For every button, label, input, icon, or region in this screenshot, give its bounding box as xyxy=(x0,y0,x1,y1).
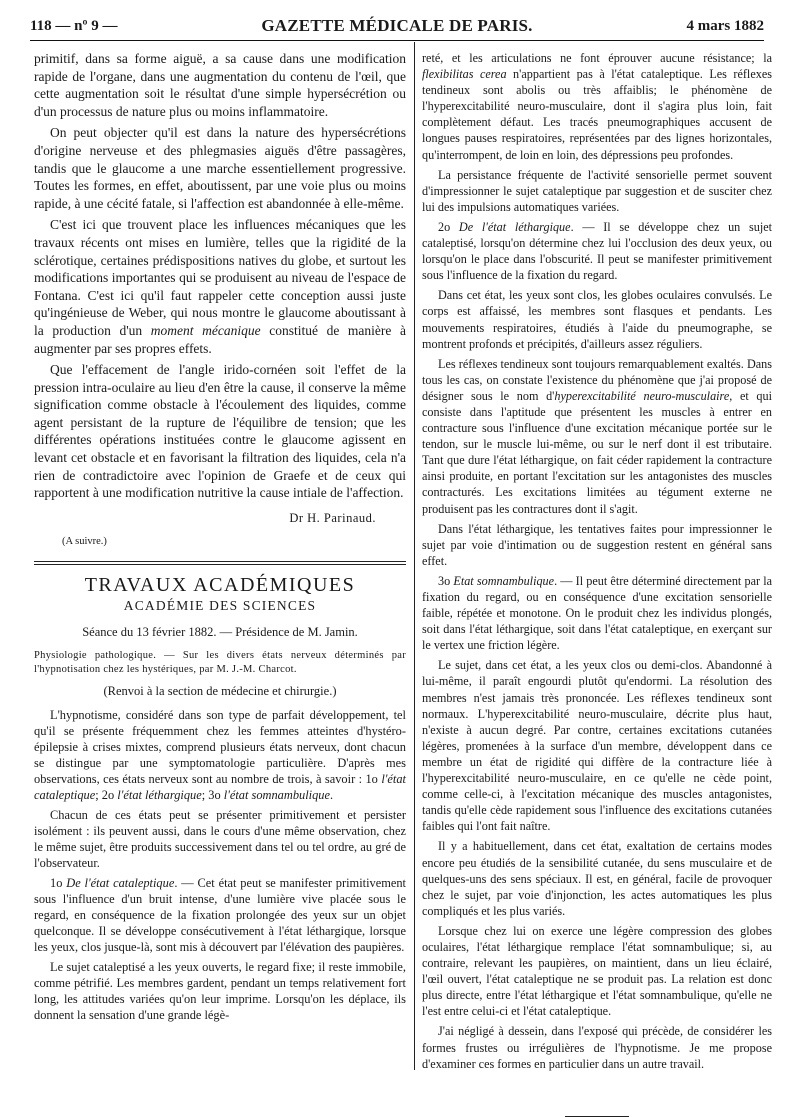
referral-note: (Renvoi à la section de médecine et chirurgie.) xyxy=(103,683,337,698)
header-rule xyxy=(30,40,764,41)
paragraph: J'ai négligé à dessein, dans l'exposé qui précède, de considérer les formes frustes ou irrégulières de l'hypnotisme. Je me propose d'examiner ces formes en particulier dans un autre travail. xyxy=(422,1024,772,1071)
author-signature: Dr H. Parinaud. xyxy=(289,510,376,525)
page-header xyxy=(30,14,764,38)
emphasis: moment mécanique xyxy=(150,322,261,338)
to-be-continued: (A suivre.) xyxy=(62,536,107,548)
paragraph: Le sujet, dans cet état, a les yeux clos ou demi-clos. Abandonné à lui-même, il paraît engourdi plutôt qu'endormi. La résolution des membres n'est jamais très prononcée. Les réflexes tendineux sont normaux. L'hyperexcitabilité neuro-musculaire, décrite plus haut, n'existe à aucun degré. Par contre, certaines excitations cutanées légères, promenées à la surface d'un membre, développent dans ce membre un état de rigidité qui diffère de la contracture liée à l'hyperexcitabilité neuro-musculaire, en ce qu'elle ne cède point, comme celle-ci, à l'excitation mécanique des muscles antagonistes, tandis qu'elle cède rapidement sous l'influence des excitations cutanées faibles qui l'ont fait naître. xyxy=(422,658,772,834)
paragraph: Il y a habituellement, dans cet état, exaltation de certains modes encore peu étudiés de la sensibilité cutanée, du sens musculaire et de quelques-uns des sens spéciaux. Il est, en général, facile de provoquer chez le sujet, par voie d'injonction, les actes automatiques les plus compliqués et les plus variés. xyxy=(422,839,772,918)
paragraph: 2o De l'état léthargique. — Il se développe chez un sujet cataleptisé, lorsqu'on détermine chez lui l'occlusion des deux yeux, ou lorsqu'on le place dans l'obscurité. Il peut se manifester primitivement sous l'influence de la fixation du regard. xyxy=(422,219,773,283)
paragraph: primitif, dans sa forme aiguë, a sa cause dans une modification rapide de l'organe, dans une augmentation du contenu de l'œil, que cette augmentation soit le résultat d'une simple hypersécrétion ou d'un processus de nature plus ou moins inflammatoire. xyxy=(34,51,406,119)
journal-title: GAZETTE MÉDICALE DE PARIS. xyxy=(261,16,533,35)
session-line: Séance du 13 février 1882. — Présidence de M. Jamin. xyxy=(82,625,358,640)
paragraph: On peut objecter qu'il est dans la nature des hypersécrétions d'origine nerveuse et des phlegmasies aiguës d'être passagères, tandis que le glaucome a une marche essentiellement progressive. Toutes les formes, en effet, aboutissent, par une voie plus ou moins rapide, à une cécité fatale, si l'affection est abandonnée à elle-même. xyxy=(34,125,406,211)
paragraph: Le sujet cataleptisé a les yeux ouverts, le regard fixe; il reste immobile, comme pétrifié. Les membres gardent, pendant un temps relativement fort long, les attitudes variées qu'on leur imprime. Lorsqu'on les déplace, ils donnent la sensation d'une grande légè- xyxy=(34,960,406,1023)
column-divider xyxy=(414,42,415,1070)
paragraph: Dans cet état, les yeux sont clos, les globes oculaires convulsés. Le corps est affaissé, les membres sont flasques et pendants. Les mouvements respiratoires, étudiés à l'aide du pneumographe, se montrent profonds et précipités, d'ailleurs assez réguliers. xyxy=(422,288,772,351)
communication-heading: Physiologie pathologique. — Sur les divers états nerveux déterminés par l'hypnotisation chez les hystériques, par M. J.-M. Charcot. xyxy=(34,649,406,675)
paragraph: Les réflexes tendineux sont toujours remarquablement exaltés. Dans tous les cas, on constate l'existence du phénomène que j'ai proposé de désigner sous le nom d'hyperexcitabilité neuro-musculaire, et qui consiste dans l'aptitude que présentent les muscles à entrer en contracture sous l'influence d'une excitation mécanique portée sur le tendon, sur le muscle lui-même, ou sur le nerf dont il est tributaire. Tant que dure l'état léthargique, on fait céder rapidement la contracture ainsi produite, en portant l'excitation sur les antagonistes des muscles contracturés. Les excitations limitées au tégument externe ne produisent pas les contractures dont il s'agit. xyxy=(422,356,773,516)
section-title: TRAVAUX ACADÉMIQUES xyxy=(84,574,356,597)
paragraph: Lorsque chez lui on exerce une légère compression des globes oculaires, l'état léthargique remplace l'état somnambulique; si, au contraire, relevant les paupières, on maintient, dans un lieu éclairé, l'œil ouvert, l'état cataleptique ne se produit pas. La relation est donc plus directe, entre l'état léthargique et l'état somnambulique, qu'elle ne l'est entre celui-ci et l'état cataleptique. xyxy=(422,923,772,1019)
paragraph: L'hypnotisme, considéré dans son type de parfait développement, tel qu'il se présente fréquemment chez les femmes atteintes d'hystéro-épilepsie à crises mixtes, comprend plusieurs états nerveux, dont chacun se distingue par une symptomatologie particulière. D'après mes observations, ces états nerveux sont au nombre de trois, à savoir : 1o l'état cataleptique; 2o l'état léthargique; 3o l'état somnambulique. xyxy=(34,708,406,803)
paragraph: reté, et les articulations ne font éprouver aucune résistance; la flexibilitas cerea n'appartient pas à l'état cataleptique. Les réflexes tendineux sont abolis ou très affaiblis; le phénomène de l'hyperexcitabilité neuro-musculaire, dont il s'agira plus loin, fait complètement défaut. Les tracés pneumographiques accusent de longues pauses respiratoires, représentées par des lignes horizontales, qu'interrompent, de loin en loin, des dépressions peu profondes. xyxy=(422,51,772,162)
paragraph: Chacun de ces états peut se présenter primitivement et persister isolément : ils peuvent aussi, dans le cours d'une même observation, chez le même sujet, être produits successivement dans tel ou tel ordre, au gré de l'observateur. xyxy=(34,808,406,871)
section-separator xyxy=(34,561,406,565)
paragraph: Que l'effacement de l'angle irido-cornéen soit l'effet de la pression intra-oculaire au lieu d'en être la cause, il conserve la même signification comme obstacle à l'écoulement des liquides, comme agent persistant de la rupture de l'équilibre de tension; que les différentes opérations instituées contre le glaucome agissent en levant cet obstacle et en favorisant la filtration des liquides, cela n'a rien de contradictoire avec l'opinion de Graefe et de ceux qui rapportent à une modification nutritive la cause intiale de l'affection. xyxy=(34,362,406,501)
page-number: 118 — nº 9 — xyxy=(30,18,118,34)
right-column xyxy=(422,50,772,1117)
paragraph: Dans l'état léthargique, les tentatives faites pour impressionner le sujet par voie d'intimation ou de suggestion restent en général sans effet. xyxy=(422,521,772,568)
issue-date: 4 mars 1882 xyxy=(686,18,764,34)
left-column xyxy=(34,50,406,1027)
paragraph: 3o Etat somnambulique. — Il peut être déterminé directement par la fixation du regard, ou en conséquence d'une excitation sensorielle faible, répétée et monotone. On le produit chez les individus plongés, soit dans l'état léthargique, soit dans l'état cataleptique, en exerçant sur le vertex une friction légère. xyxy=(422,573,773,653)
paragraph: 1o De l'état cataleptique. — Cet état peut se manifester primitivement sous l'influence d'un bruit intense, d'une lumière vive placée sous le regard, en conséquence de la fixation prolongée des yeux sur un objet quelconque. Il se développe consécutivement à l'état léthargique, lorsque les yeux, clos jusque-là, sont mis à découvert par l'élévation des paupières. xyxy=(34,876,406,955)
paragraph: La persistance fréquente de l'activité sensorielle permet souvent d'impressionner le sujet cataleptique par suggestion et de susciter chez lui des impulsions automatiques variées. xyxy=(422,167,772,214)
section-subtitle: ACADÉMIE DES SCIENCES xyxy=(123,597,317,613)
paragraph: C'est ici que trouvent place les influences mécaniques que les travaux récents ont mises en lumière, telles que la rigidité de la sclérotique, certaines prédispositions natives du globe, et surtout les modifications importantes qui se produisent au niveau de l'espace de Fontana. C'est ici qu'il faut rappeler cette conception aussi juste qu'ingénieuse de Weber, qui nous montre le glaucome aboutissant à la production d'un moment mécanique constitué de manière à augmenter par ses propres effets. xyxy=(34,217,407,356)
